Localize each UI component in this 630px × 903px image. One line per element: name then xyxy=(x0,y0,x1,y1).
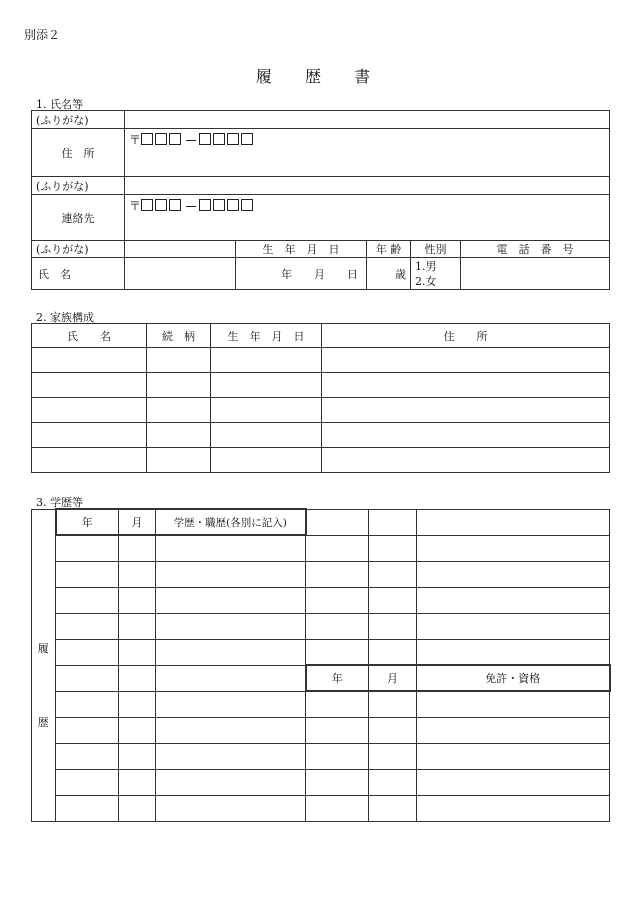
furigana-label: (ふりがな) xyxy=(32,177,125,195)
age-header: 年 齢 xyxy=(367,241,411,258)
family-col-name: 氏 名 xyxy=(32,324,147,348)
table-row xyxy=(32,639,610,665)
sex-male-option[interactable]: 1.男 xyxy=(415,259,437,273)
table-row xyxy=(32,398,610,423)
furigana-input-contact[interactable] xyxy=(125,177,610,195)
table-row xyxy=(32,587,610,613)
contact-label: 連絡先 xyxy=(32,195,125,241)
table-row xyxy=(32,448,610,473)
table-row xyxy=(32,535,610,561)
table-row xyxy=(32,423,610,448)
table-row xyxy=(32,691,610,717)
family-col-relation: 続 柄 xyxy=(147,324,211,348)
history-label-1: 履 xyxy=(37,642,49,655)
history-col-year: 年 xyxy=(56,509,119,535)
family-table xyxy=(31,323,610,473)
table-row xyxy=(32,665,610,691)
table-row xyxy=(32,769,610,795)
phone-field[interactable] xyxy=(461,258,610,290)
furigana-input-name[interactable] xyxy=(125,241,236,258)
section1-heading: 1. 氏名等 xyxy=(36,98,83,111)
license-col-month: 月 xyxy=(369,665,417,691)
furigana-label: (ふりがな) xyxy=(32,241,125,258)
section3-heading: 3. 学歴等 xyxy=(36,496,83,509)
section2-heading: 2. 家族構成 xyxy=(36,311,94,324)
table-row xyxy=(32,613,610,639)
address-field[interactable] xyxy=(125,129,610,177)
license-col-year: 年 xyxy=(306,665,369,691)
family-col-address: 住 所 xyxy=(322,324,610,348)
license-col-qualification: 免許・資格 xyxy=(417,665,610,691)
name-field[interactable] xyxy=(125,258,236,290)
table-row xyxy=(32,561,610,587)
sex-field[interactable] xyxy=(411,258,461,290)
address-label: 住 所 xyxy=(32,129,125,177)
family-col-birthdate: 生 年 月 日 xyxy=(211,324,322,348)
age-field[interactable]: 歳 xyxy=(367,258,411,290)
history-label-2: 歴 xyxy=(37,716,49,729)
contact-field[interactable] xyxy=(125,195,610,241)
page-title: 履 歴 書 xyxy=(255,67,375,86)
history-table xyxy=(31,508,611,822)
history-col-education: 学歴・職歴(各別に記入) xyxy=(156,509,306,535)
table-row xyxy=(32,743,610,769)
history-vertical-label xyxy=(32,509,56,821)
table-row xyxy=(32,717,610,743)
furigana-input-address[interactable] xyxy=(125,111,610,129)
sex-header: 性別 xyxy=(411,241,461,258)
annex-label: 別添２ xyxy=(24,28,61,42)
sex-female-option[interactable]: 2.女 xyxy=(415,274,437,288)
history-col-month: 月 xyxy=(119,509,156,535)
birth-header: 生 年 月 日 xyxy=(236,241,367,258)
table-row xyxy=(32,373,610,398)
postal-mark: 〒 xyxy=(129,133,142,147)
phone-header: 電 話 番 号 xyxy=(461,241,610,258)
name-label: 氏 名 xyxy=(32,258,125,290)
postal-mark: 〒 xyxy=(129,199,142,213)
table-row xyxy=(32,795,610,821)
furigana-label: (ふりがな) xyxy=(32,111,125,129)
birth-date-field[interactable]: 年 月 日 xyxy=(236,258,367,290)
table-row xyxy=(32,348,610,373)
personal-info-table xyxy=(31,110,610,290)
